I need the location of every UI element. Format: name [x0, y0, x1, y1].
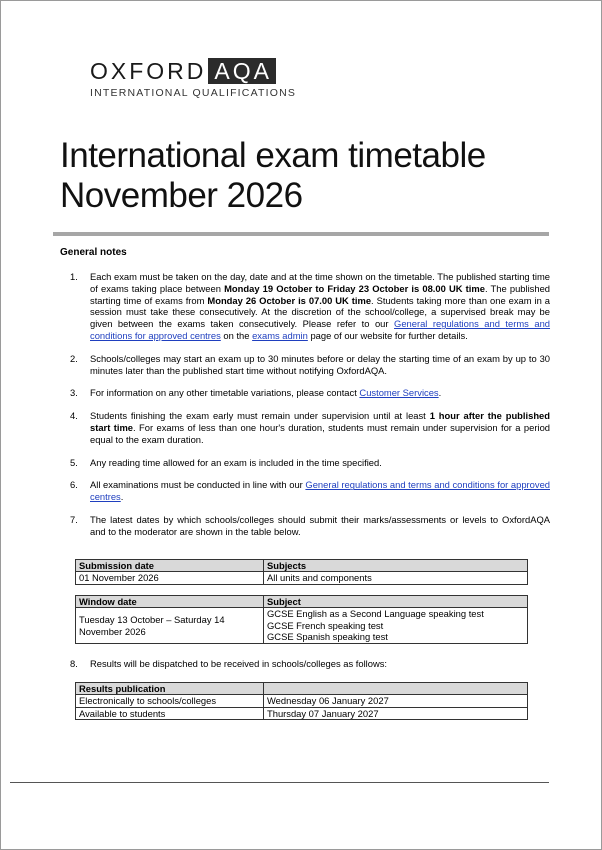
table-row: [76, 572, 528, 584]
note-7: [70, 514, 550, 538]
note-text-part: Students finishing the exam early must remain under supervision until at least: [90, 410, 430, 422]
table-cell: Tuesday 13 October – Saturday 14 November 2026: [76, 608, 264, 643]
results-publication-table: [75, 682, 528, 720]
oxfordaqa-logo: [90, 58, 296, 99]
note-3: [70, 387, 550, 399]
table-cell: 01 November 2026: [76, 572, 264, 584]
window-date-table: [75, 595, 528, 644]
table-header-cell: Results publication: [76, 683, 264, 695]
note-bold-text: Monday 26 October is 07.00 UK time: [207, 294, 372, 306]
table-header-cell: Window date: [76, 596, 264, 608]
note-number: 4.: [70, 410, 78, 422]
logo-aqa-text: AQA: [208, 58, 276, 84]
subject-item: GCSE English as a Second Language speaking test: [267, 608, 484, 620]
title-line-2: November 2026: [60, 176, 303, 215]
submission-table: [75, 559, 528, 585]
table-header-row: [76, 596, 528, 608]
notes-list: [70, 271, 550, 549]
note-text-part: Each exam must be taken on the day, date and at the time shown on the timetable. The published starting time of exams taking place between: [90, 271, 550, 294]
table-cell: Available to students: [76, 707, 264, 719]
subject-item: GCSE French speaking test: [267, 619, 384, 631]
table-header-cell: [264, 683, 528, 695]
note-number: 2.: [70, 352, 78, 364]
table-cell: All units and components: [264, 572, 528, 584]
table-row: [76, 707, 528, 719]
note-text-part: .: [438, 387, 442, 399]
note-text: [90, 410, 550, 445]
exams-admin-link[interactable]: exams admin: [252, 329, 308, 341]
page-title: [60, 136, 486, 216]
table-row: [76, 695, 528, 707]
note-text: Results will be dispatched to be received in schools/colleges as follows:: [90, 658, 388, 669]
table-cell: Electronically to schools/colleges: [76, 695, 264, 707]
note-text: Schools/colleges may start an exam up to 30 minutes before or delay the starting time of an exam by up to 30 minutes later than the published start time without notifying OxfordAQA.: [90, 352, 550, 376]
logo-oxford-text: OXFORD: [90, 57, 207, 84]
note-8: [70, 658, 387, 669]
title-line-1: International exam timetable: [60, 136, 486, 175]
general-regulations-link[interactable]: General regulations and terms and conditions for approved centres: [90, 318, 551, 341]
notes-heading: General notes: [60, 247, 127, 258]
note-5: [70, 457, 550, 469]
note-number: 7.: [70, 513, 78, 525]
note-text: [90, 271, 550, 342]
footer-divider: [10, 782, 549, 783]
note-text-part: . Students taking more than one exam in a session must take these consecutively. At the discretion of the school/college, a supervised break may be given between the exams taken consecutively. Please refer to our: [90, 294, 550, 330]
note-text-part: page of our website for further details.: [307, 329, 468, 341]
note-number: 6.: [70, 479, 78, 491]
note-text-part: . The published starting time of exams from: [90, 282, 550, 306]
note-6: [70, 479, 550, 503]
note-text-part: .: [120, 491, 124, 503]
table-cell: Thursday 07 January 2027: [264, 707, 528, 719]
subject-item: GCSE Spanish speaking test: [267, 631, 388, 643]
general-regulations-link-2[interactable]: General regulations and terms and conditions for approved centres: [90, 479, 550, 503]
note-number: 8.: [70, 658, 78, 669]
table-row: [76, 608, 528, 643]
table-header-row: [76, 560, 528, 572]
note-1: [70, 271, 550, 342]
note-text-part: on the: [220, 329, 253, 341]
logo-wordmark: [90, 58, 296, 84]
note-text: [90, 387, 550, 399]
note-bold-text: 1 hour after the published start time: [90, 410, 550, 433]
table-header-cell: Subjects: [264, 560, 528, 572]
note-text: Any reading time allowed for an exam is included in the time specified.: [90, 456, 382, 468]
note-text-part: . For exams of less than one hour's duration, students must remain under supervision for a period equal to the exam duration.: [90, 421, 550, 445]
table-cell: [264, 608, 528, 643]
note-number: 1.: [70, 271, 78, 282]
note-number: 5.: [70, 456, 78, 468]
note-text-part: For information on any other timetable variations, please contact: [90, 387, 360, 399]
table-header-cell: Subject: [264, 596, 528, 608]
table-header-cell: Submission date: [76, 560, 264, 572]
note-bold-text: Monday 19 October to Friday 23 October is 08.00 UK time: [224, 282, 485, 294]
table-cell: Wednesday 06 January 2027: [264, 695, 528, 707]
note-text-part: All examinations must be conducted in line with our: [90, 479, 306, 491]
note-text: [90, 479, 550, 503]
table-header-row: [76, 683, 528, 695]
title-divider: [53, 232, 549, 236]
note-text: The latest dates by which schools/colleges should submit their marks/assessments or levels to OxfordAQA and to the moderator are shown in the table below.: [90, 513, 550, 537]
note-number: 3.: [70, 387, 78, 399]
customer-services-link[interactable]: Customer Services: [359, 387, 439, 399]
note-2: [70, 353, 550, 377]
note-4: [70, 410, 550, 445]
logo-subtitle: INTERNATIONAL QUALIFICATIONS: [90, 87, 297, 99]
